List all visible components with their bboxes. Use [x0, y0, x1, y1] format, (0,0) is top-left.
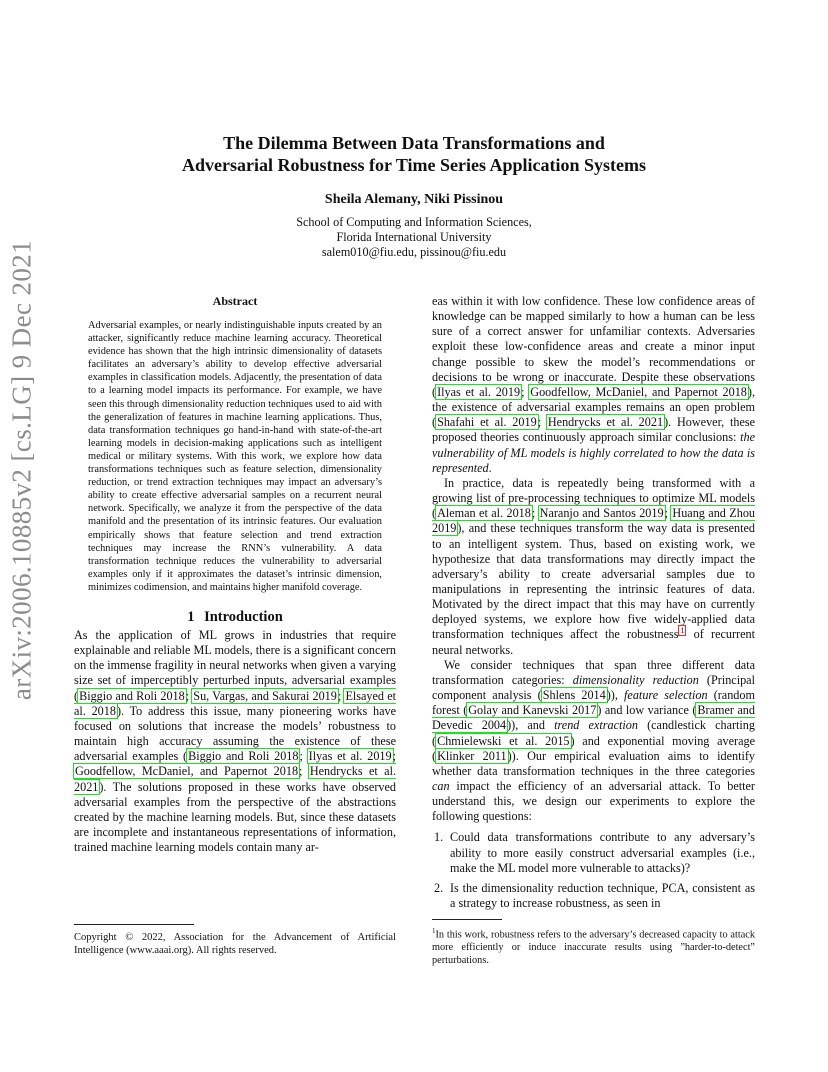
text-run: of recurrent neural networks.: [432, 627, 755, 657]
section-title: Introduction: [204, 608, 283, 625]
body-paragraph: [432, 294, 755, 476]
question-list: [432, 830, 755, 911]
text-run: We consider techniques that span three different data transformation categories:: [432, 657, 755, 687]
emphasis-text: the vulnerability of ML models is highly correlated to how the data is represented: [432, 430, 755, 475]
affiliation-emails: salem010@fiu.edu, pissinou@fiu.edu: [321, 245, 507, 259]
list-number: 2.: [434, 880, 444, 895]
text-run: ;: [531, 506, 539, 521]
citation-link[interactable]: Chmielewski et al. 2015: [437, 733, 570, 748]
intro-paragraph: [74, 628, 396, 855]
authors: Sheila Alemany, Niki Pissinou: [324, 192, 504, 207]
citation-link[interactable]: Su, Vargas, and Sakurai 2019: [193, 688, 337, 703]
emphasis-text: trend extraction: [554, 718, 638, 733]
footnote: [432, 925, 755, 968]
text-run: As the application of ML grows in industries that require explainable and reliable ML models, there is a significant concern on the immense fragility in neural networks when given a varying size set of imperceptibly perturbed inputs, adversarial examples (: [74, 627, 396, 703]
citation-link[interactable]: Shlens 2014: [542, 688, 606, 703]
list-item: [432, 830, 755, 875]
section-heading-introduction: [74, 608, 396, 626]
citation-link[interactable]: Biggio and Roli 2018: [79, 688, 185, 703]
footnote-text: In this work, robustness refers to the adversary’s decreased capacity to attack more efficiently or induce inaccurate results using ”harder-to-detect” perturbations.: [432, 929, 755, 967]
text-run: (Principal component analysis (: [432, 672, 755, 703]
footnote-number: 1: [432, 927, 436, 936]
text-run: ). The solutions proposed in these works have observed adversarial examples from the perspective of the abstractions created by the machine learning models. But, since these datasets are incomplete and instantaneous representations of information, trained machine learning models contain many ar-: [74, 779, 396, 855]
text-run: ;: [185, 688, 193, 703]
citation-link[interactable]: Ilyas et al. 2019: [308, 749, 392, 764]
citation-link[interactable]: Klinker 2011: [437, 748, 507, 763]
title-line-1: The Dilemma Between Data Transformations and: [223, 133, 605, 153]
citation-link[interactable]: Biggio and Roli 2018: [188, 749, 299, 764]
text-run: ;: [337, 688, 345, 703]
arxiv-id: arXiv:2006.10885v2 [cs.LG] 9 Dec 2021: [6, 239, 37, 701]
text-run: ), and these techniques transform the way data is presented to an intelligent system. Thus, based on existing work, we hypothesize that data transformations may directly impact the adversary’s ability to create adversarial samples due to manipulations in representing the intrinsic features of data. Motivated by the direct impact that this may have on currently deployed systems, we explore how five widely-applied data transformation techniques affect the robustness: [432, 521, 755, 642]
text-run: ;: [299, 749, 308, 764]
affiliation: [0, 215, 828, 260]
affiliation-line-2: Florida International University: [336, 230, 492, 244]
emphasis-text: feature selection: [624, 688, 708, 703]
text-run: ;: [664, 506, 672, 521]
text-run: impact the efficiency of an adversarial attack. To better understand this, we design our experiments to explore the following questions:: [432, 779, 755, 824]
footnote-link[interactable]: 1: [680, 626, 685, 636]
text-run: ;: [521, 384, 530, 399]
copyright-text: Copyright © 2022, Association for the Advancement of Artificial Intelligence (www.aaai.org). All rights reserved.: [74, 932, 396, 956]
citation-link[interactable]: Ilyas et al. 2019: [437, 384, 521, 399]
body-paragraph: [432, 476, 755, 658]
right-column: [432, 294, 755, 968]
abstract-heading: Abstract: [212, 294, 258, 308]
emphasis-text: dimensionality reduction: [572, 672, 699, 687]
affiliation-line-1: School of Computing and Information Sciences,: [296, 215, 532, 229]
title-line-2: Adversarial Robustness for Time Series Application Systems: [181, 155, 647, 175]
citation-link[interactable]: Hendrycks et al. 2021: [74, 764, 396, 794]
citation-link[interactable]: Huang and Zhou 2019: [432, 506, 756, 536]
abstract-text: Adversarial examples, or nearly indistinguishable inputs created by an attacker, significantly reduce machine learning accuracy. Theoretical evidence has shown that the high intrinsic dimensionality of datasets facilitates an adversary’s ability to develop effective adversarial examples in classification models. Adjacently, the presentation of data to a learning model impacts its performance. For example, we have seen this through dimensionality reduction techniques used to aid with the generalization of features in machine learning applications. Thus, data transformation techniques go hand-in-hand with state-of-the-art learning models in decision-making applications such as intelligent medical or military systems. With this work, we explore how data transformations techniques such as feature selection, dimensionality reduction, or trend extraction techniques may impact an adversary’s ability to create effective adversarial samples on a recurrent neural network. Specifically, we analyze it from the perspective of the data manifold and the presentation of its intrinsic features. Our evaluation empirically shows that feature selection and trend extraction techniques may increase the RNN’s vulnerability. A data transformation technique reduces the vulnerability to adversarial examples only if it approximates the dataset’s intrinsic dimension, minimizes codimension, and maintains higher manifold coverage.: [88, 320, 382, 593]
list-number: 1.: [434, 830, 444, 845]
text-run: In practice, data is repeatedly being transformed with a growing list of pre-processing techniques to optimize ML models (: [432, 475, 755, 521]
list-item-text: Is the dimensionality reduction technique, PCA, consistent as a strategy to increase robustness, as seen in: [450, 880, 755, 911]
emphasis-text: can: [432, 779, 450, 793]
text-run: ;: [537, 415, 547, 430]
text-run: eas within it with low confidence. These low confidence areas of knowledge can be mapped similarly to how a human can be less sure of a correct answer for unfamiliar contexts. Adversaries exploit these low-confidence areas and create a minor input change possible to skew the model’s recommendations or decisions to be wrong or inaccurate. Despite these observations (: [432, 294, 755, 399]
citation-link[interactable]: Aleman et al. 2018: [437, 506, 531, 521]
text-run: )). Our empirical evaluation aims to identify whether data transformation techniques in the three categories: [432, 748, 755, 778]
text-run: (random forest (: [432, 688, 755, 718]
list-item-text: Could data transformations contribute to any adversary’s ability to more easily construct adversarial examples (i.e., make the ML model more vulnerable to attacks)?: [450, 830, 755, 875]
text-run: ) and low variance (: [597, 703, 697, 718]
text-run: ). However, these proposed theories continuously approach similar conclusions:: [432, 415, 756, 445]
paper-title: [0, 132, 828, 176]
citation-link[interactable]: Golay and Kanevski 2017: [468, 703, 597, 718]
copyright-rule: [74, 924, 194, 925]
left-column: [74, 294, 396, 855]
text-run: ). To address this issue, many pioneering works have focused on solutions that increase the models’ robustness to maintain high accuracy assuming the existence of these adversarial examples (: [74, 703, 397, 764]
citation-link[interactable]: Elsayed et al. 2018: [74, 688, 396, 718]
footnote-rule: [432, 919, 502, 920]
list-item: [432, 881, 755, 911]
section-number: 1: [187, 608, 195, 625]
text-run: ), the existence of adversarial examples remains an open problem (: [432, 384, 756, 430]
citation-link[interactable]: Hendrycks et al. 2021: [547, 415, 664, 430]
text-run: )), and: [507, 718, 555, 733]
text-run: ) and exponential moving average (: [432, 733, 755, 763]
citation-link[interactable]: Goodfellow, McDaniel, and Papernot 2018: [530, 384, 747, 399]
text-run: )),: [606, 688, 625, 703]
citation-link[interactable]: Naranjo and Santos 2019: [539, 506, 664, 521]
body-paragraph: [432, 658, 755, 825]
text-run: ;: [392, 749, 397, 764]
citation-link[interactable]: Bramer and Devedic 2004: [432, 703, 755, 733]
citation-link[interactable]: Shafahi et al. 2019: [437, 415, 537, 430]
text-run: (candlestick charting (: [432, 718, 755, 748]
copyright-notice: [74, 924, 396, 957]
text-run: ;: [299, 764, 309, 779]
text-run: .: [488, 460, 492, 475]
citation-link[interactable]: Goodfellow, McDaniel, and Papernot 2018: [75, 764, 299, 779]
